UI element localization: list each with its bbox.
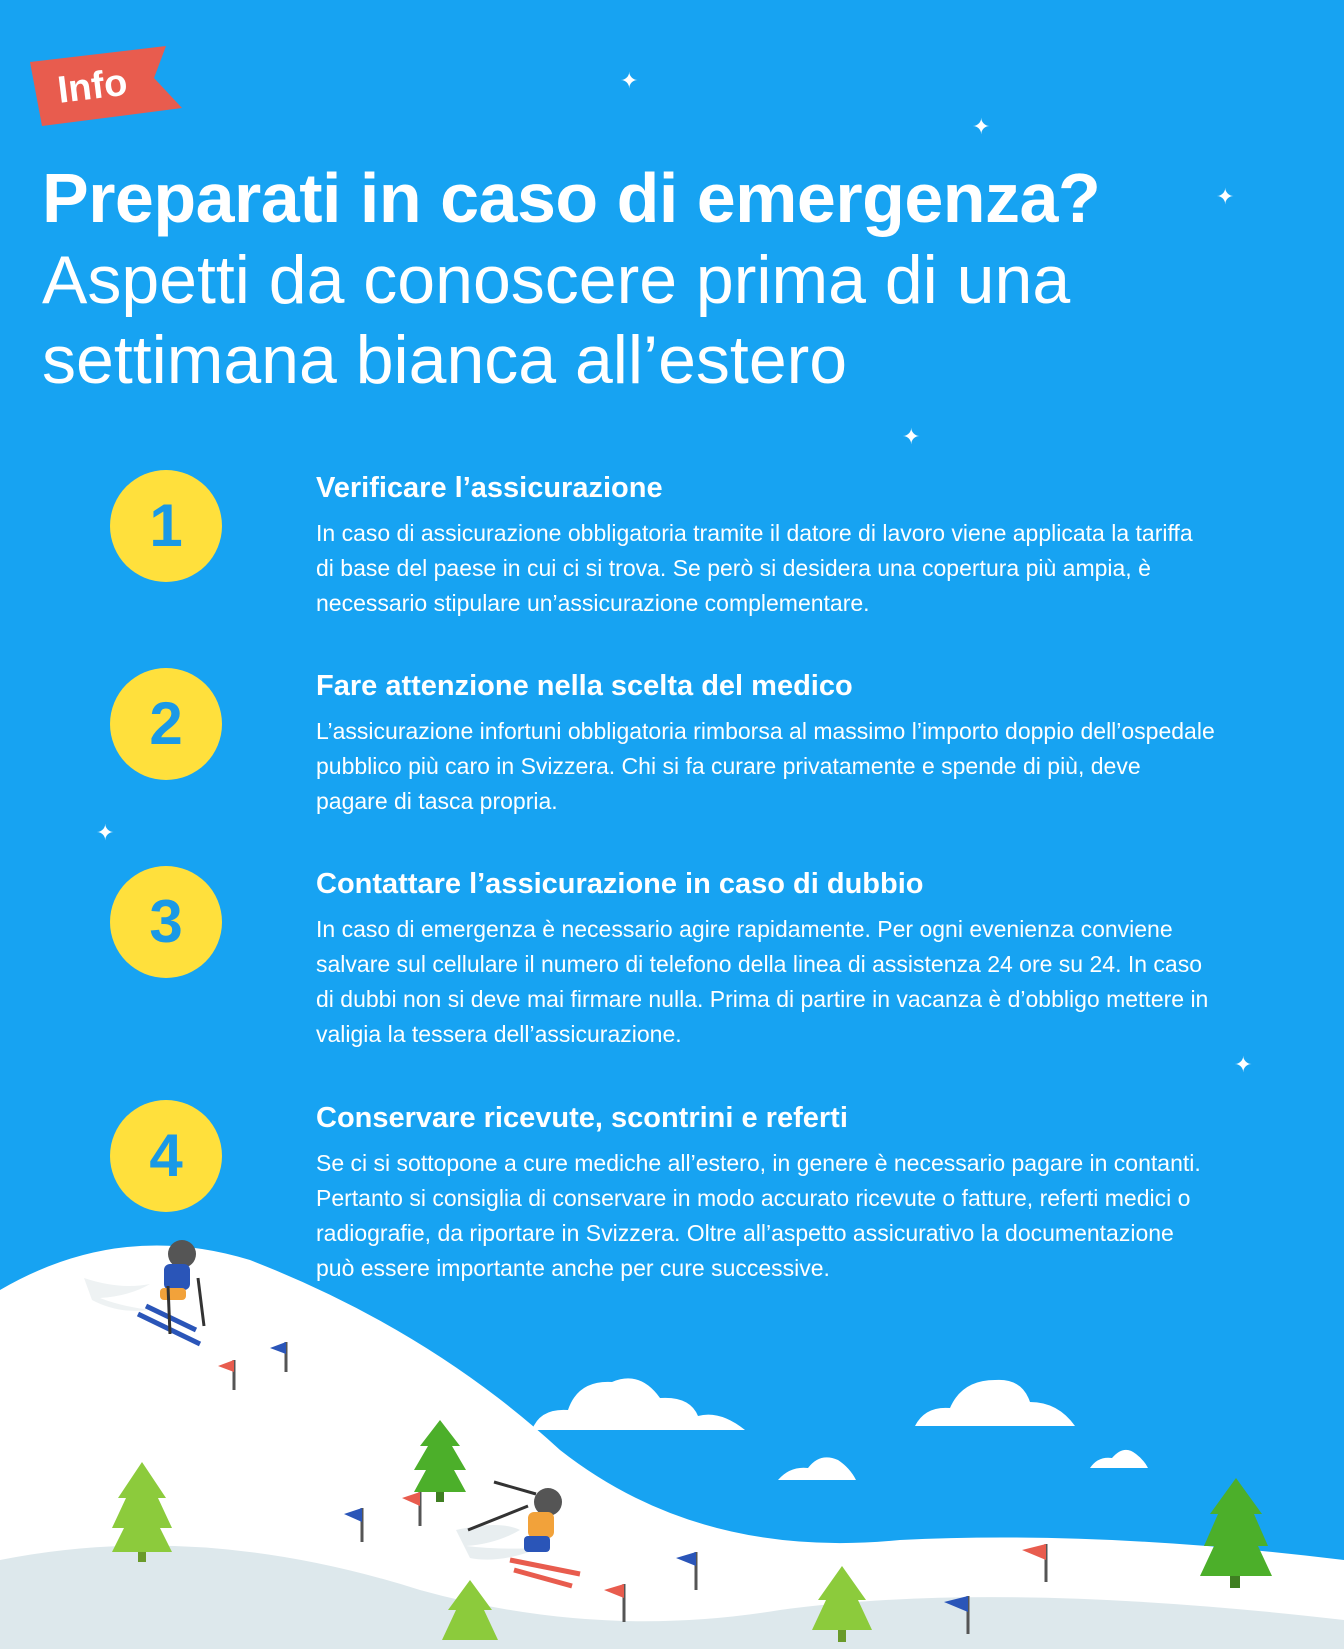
star-icon: ✦ — [96, 820, 115, 845]
step-number-badge: 1 — [110, 470, 222, 582]
info-badge-label: Info — [55, 61, 130, 112]
star-icon: ✦ — [902, 424, 921, 449]
star-icon: ✦ — [972, 114, 991, 139]
tip-body: L’assicurazione infortuni obbligatoria rimborsa al massimo l’importo doppio dell’ospedale pubblico più caro in Svizzera. Chi si fa curare privatamente e spende di più, deve pagare di tasca propria. — [316, 718, 1215, 814]
tip-body: In caso di emergenza è necessario agire rapidamente. Per ogni evenienza conviene salvare sul cellulare il numero di telefono della linea di assistenza 24 ore su 24. In caso di dubbi non si deve mai firmare nulla. Prima di partire in vacanza è d’obbligo mettere in valigia la tessera dell’assicurazione. — [316, 916, 1209, 1047]
star-icon: ✦ — [620, 68, 639, 93]
tip-heading: Contattare l’assicurazione in caso di dubbio — [316, 868, 924, 900]
tip-body: Se ci si sottopone a cure mediche all’estero, in genere è necessario pagare in contanti. Pertanto si consiglia di conservare in modo accurato ricevute o fatture, referti medici o radiografie, da riportare in Svizzera. Oltre all’aspetto assicurativo la documentazione può essere importante anche per cure successive. — [316, 1150, 1201, 1281]
tip-heading: Conservare ricevute, scontrini e referti — [316, 1102, 848, 1134]
page-title: Preparati in caso di emergenza? — [42, 159, 1101, 237]
page-subtitle: Aspetti da conoscere prima di una settimana bianca all’estero — [42, 242, 1071, 398]
cloud-icon — [778, 1457, 856, 1480]
step-number-badge: 3 — [110, 866, 222, 978]
cloud-icon — [1090, 1450, 1148, 1468]
step-number-badge: 4 — [110, 1100, 222, 1212]
pine-tree-icon — [1200, 1478, 1272, 1588]
ski-scene-illustration — [0, 1230, 1344, 1649]
tip-body: In caso di assicurazione obbligatoria tramite il datore di lavoro viene applicata la tariffa di base del paese in cui ci si trova. Se però si desidera una copertura più ampia, è necessario stipulare un’assicurazione complementare. — [316, 520, 1193, 616]
star-icon: ✦ — [1216, 184, 1235, 209]
cloud-icon — [532, 1378, 745, 1430]
tip-heading: Fare attenzione nella scelta del medico — [316, 670, 853, 702]
star-icon: ✦ — [1234, 1052, 1253, 1077]
step-number-badge: 2 — [110, 668, 222, 780]
tip-heading: Verificare l’assicurazione — [316, 472, 663, 504]
cloud-icon — [915, 1380, 1075, 1426]
